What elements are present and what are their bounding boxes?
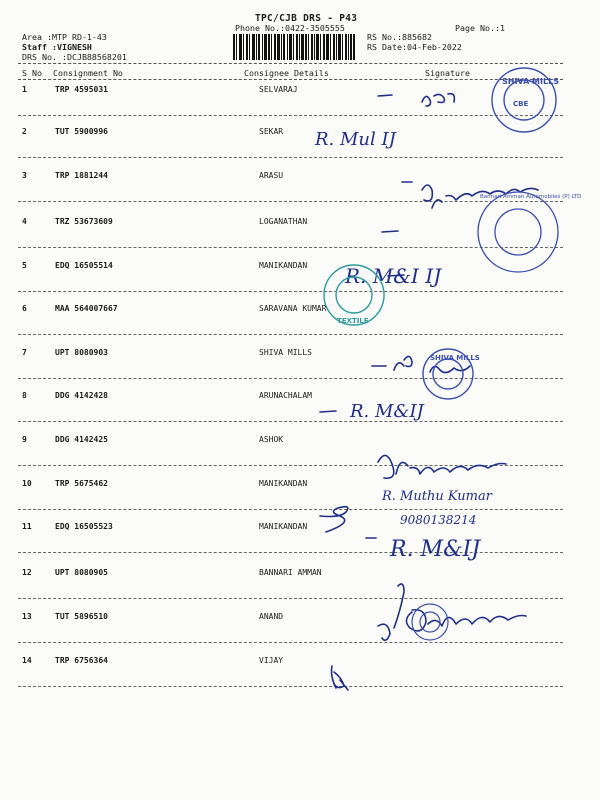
signature-manikandan: R. M&I IJ (345, 264, 442, 288)
row-consignment: EDQ 16505514 (55, 261, 113, 270)
column-sno: S No (22, 68, 42, 78)
table-row (0, 348, 600, 391)
drs-number: DRS No. :DCJB88568201 (22, 52, 127, 62)
row-consignee: SHIVA MILLS (259, 348, 312, 357)
table-row (0, 85, 600, 128)
row-sno: 7 (22, 348, 27, 357)
sheet-title: TPC/CJB DRS - P43 (255, 13, 358, 24)
table-row (0, 127, 600, 170)
row-consignment: MAA 564007667 (55, 304, 118, 313)
row-consignment: DDG 4142425 (55, 435, 108, 444)
row-sno: 10 (22, 479, 32, 488)
row-consignee: MANIKANDAN (259, 479, 308, 488)
column-signature: Signature (425, 68, 470, 78)
signature-arunachalam: R. M&IJ (350, 401, 424, 422)
row-consignee: SARAVANA KUMAR (259, 304, 327, 313)
signature-sekar: R. Mul IJ (315, 129, 396, 150)
phone-number: Phone No.:0422-3505555 (235, 23, 345, 33)
row-divider (18, 115, 563, 116)
row-consignment: TUT 5896510 (55, 612, 108, 621)
row-sno: 4 (22, 217, 27, 226)
stamp-text-cbe: CBE (513, 100, 529, 108)
row-consignment: TRZ 53673609 (55, 217, 113, 226)
row-divider (18, 201, 563, 202)
row-sno: 9 (22, 435, 27, 444)
page-number: Page No.:1 (455, 23, 505, 33)
row-divider (18, 465, 563, 466)
row-divider (18, 642, 563, 643)
row-sno: 12 (22, 568, 32, 577)
row-consignee: ASHOK (259, 435, 284, 444)
table-row (0, 217, 600, 260)
row-consignment: TUT 5900996 (55, 127, 108, 136)
row-divider (18, 291, 563, 292)
rs-number: RS No.:885682 (367, 32, 432, 42)
column-consignee: Consignee Details (244, 68, 329, 78)
table-row (0, 568, 600, 611)
row-consignee: BANNARI AMMAN (259, 568, 322, 577)
row-consignment: TRP 4595031 (55, 85, 108, 94)
row-consignee: ARUNACHALAM (259, 391, 312, 400)
column-consignment: Consignment No (53, 68, 123, 78)
rs-date: RS Date:04-Feb-2022 (367, 42, 462, 52)
row-divider (18, 378, 563, 379)
row-consignee: VIJAY (259, 656, 284, 665)
row-sno: 5 (22, 261, 27, 270)
row-consignment: DDG 4142428 (55, 391, 108, 400)
row-sno: 3 (22, 171, 27, 180)
signature-muthu-kumar: R. Muthu Kumar (382, 489, 492, 504)
row-sno: 11 (22, 522, 32, 531)
row-consignment: UPT 8080905 (55, 568, 108, 577)
header-rule-bottom (18, 79, 563, 80)
table-row (0, 261, 600, 304)
row-consignee: MANIKANDAN (259, 522, 308, 531)
row-consignment: EDQ 16505523 (55, 522, 113, 531)
stamp-text-amman: Bannari Amman Automobiles (P) LTD (480, 194, 582, 200)
table-row (0, 656, 600, 699)
area-field: Area :MTP RD-1-43 (22, 32, 107, 42)
row-sno: 2 (22, 127, 27, 136)
handwritten-phone: 9080138214 (400, 513, 477, 527)
row-divider (18, 598, 563, 599)
row-sno: 6 (22, 304, 27, 313)
header-rule-top (18, 63, 563, 64)
row-consignment: TRP 6756364 (55, 656, 108, 665)
table-row (0, 522, 600, 565)
table-row (0, 435, 600, 478)
row-consignee: SELVARAJ (259, 85, 298, 94)
row-consignee: SEKAR (259, 127, 284, 136)
row-divider (18, 509, 563, 510)
row-consignee: LOGANATHAN (259, 217, 308, 226)
table-row (0, 612, 600, 655)
barcode-icon (233, 34, 355, 60)
table-row (0, 391, 600, 434)
row-divider (18, 552, 563, 553)
row-divider (18, 421, 563, 422)
table-row (0, 304, 600, 347)
row-consignee: ARASU (259, 171, 284, 180)
row-consignee: MANIKANDAN (259, 261, 308, 270)
staff-field: Staff :VIGNESH (22, 42, 92, 52)
row-divider (18, 247, 563, 248)
stamp-text-textile: TEXTILE (337, 317, 369, 325)
signature-manikandan-2: R. M&IJ (390, 537, 481, 562)
row-sno: 13 (22, 612, 32, 621)
table-row (0, 479, 600, 522)
stamp-text-shiva-2: SHIVA MILLS (430, 354, 480, 362)
stamp-text-shiva: SHIVA MILLS (502, 77, 559, 86)
row-sno: 1 (22, 85, 27, 94)
row-consignee: ANAND (259, 612, 284, 621)
row-consignment: TRP 1881244 (55, 171, 108, 180)
row-consignment: TRP 5675462 (55, 479, 108, 488)
table-row (0, 171, 600, 214)
row-divider (18, 334, 563, 335)
row-divider (18, 686, 563, 687)
row-sno: 8 (22, 391, 27, 400)
row-sno: 14 (22, 656, 32, 665)
row-divider (18, 157, 563, 158)
row-consignment: UPT 8080903 (55, 348, 108, 357)
